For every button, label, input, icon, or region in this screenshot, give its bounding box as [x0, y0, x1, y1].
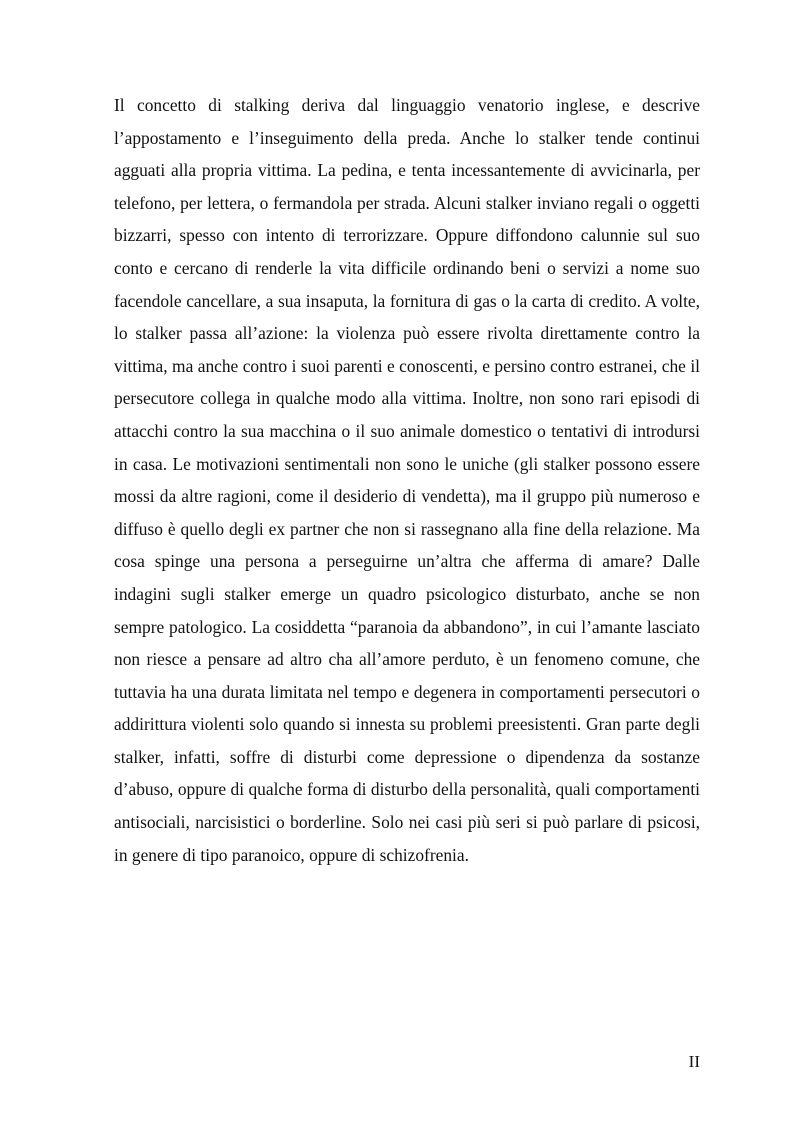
page-number: II — [688, 1052, 700, 1071]
body-paragraph: Il concetto di stalking deriva dal linguaggio venatorio inglese, e descrive l’appostamento e l’inseguimento della preda. Anche lo stalker tende continui agguati alla propria vittima. La pedina, e tenta incessantemente di avvicinarla, per telefono, per lettera, o fermandola per strada. Alcuni stalker inviano regali o oggetti bizzarri, spesso con intento di terrorizzare. Oppure diffondono calunnie sul suo conto e cercano di renderle la vita difficile ordinando beni o servizi a nome suo facendole cancellare, a sua insaputa, la fornitura di gas o la carta di credito. A volte, lo stalker passa all’azione: la violenza può essere rivolta direttamente contro la vittima, ma anche contro i suoi parenti e conoscenti, e persino contro estranei, che il persecutore collega in qualche modo alla vittima. Inoltre, non sono rari episodi di attacchi contro la sua macchina o il suo animale domestico o tentativi di introdursi in casa. Le motivazioni sentimentali non sono le uniche (gli stalker possono essere mossi da altre ragioni, come il desiderio di vendetta), ma il gruppo più numeroso e diffuso è quello degli ex partner che non si rassegnano alla fine della relazione. Ma cosa spinge una persona a perseguirne un’altra che afferma di amare? Dalle indagini sugli stalker emerge un quadro psicologico disturbato, anche se non sempre patologico. La cosiddetta “paranoia da abbandono”, in cui l’amante lasciato non riesce a pensare ad altro cha all’amore perduto, è un fenomeno comune, che tuttavia ha una durata limitata nel tempo e degenera in comportamenti persecutori o addirittura violenti solo quando si innesta su problemi preesistenti. Gran parte degli stalker, infatti, soffre di disturbi come depressione o dipendenza da sostanze d’abuso, oppure di qualche forma di disturbo della personalità, quali comportamenti antisociali, narcisistici o borderline. Solo nei casi più seri si può parlare di psicosi, in genere di tipo paranoico, oppure di schizofrenia. — [114, 95, 700, 865]
